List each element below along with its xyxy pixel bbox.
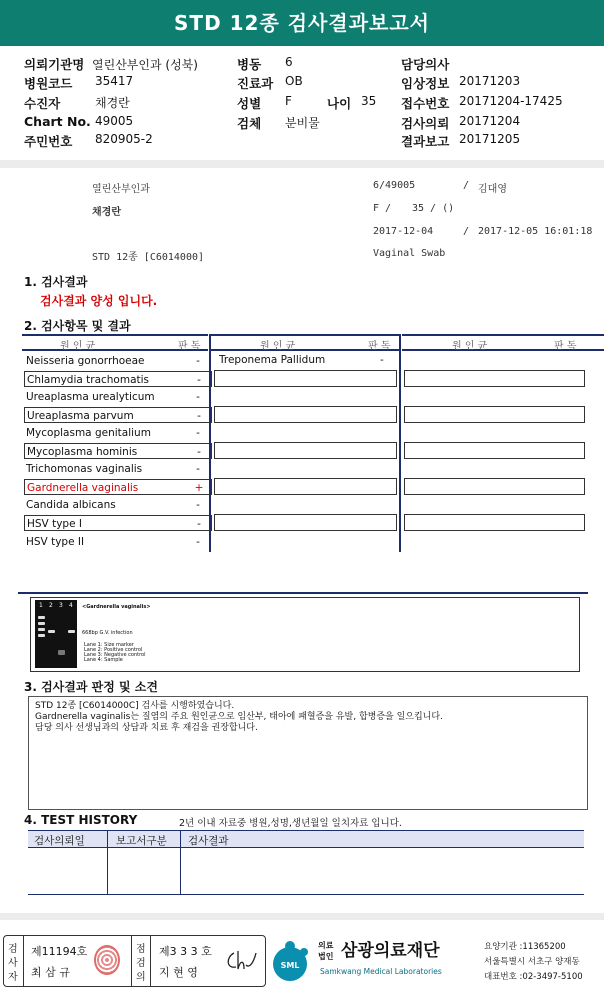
organism-result: -: [197, 446, 201, 458]
footer-divider: [23, 935, 24, 987]
hospital-row: [24, 55, 198, 73]
col-organism-2: 원 인 균: [260, 341, 296, 352]
patient-value: 채경란: [95, 96, 130, 110]
organism-result: -: [196, 499, 200, 511]
organism-name: Mycoplasma hominis: [27, 446, 138, 458]
checker-label: 검: [136, 958, 146, 969]
organism-name: HSV type I: [27, 518, 82, 530]
empty-cell: [214, 406, 397, 423]
receipt-label: 접수번호: [401, 96, 450, 111]
rep-test: STD 12종 [C6014000]: [92, 252, 205, 263]
seal-stamp: [94, 945, 120, 975]
foundation-name: 삼광의료재단: [341, 941, 440, 961]
organism-row: [24, 353, 212, 369]
organism-row: [24, 389, 212, 405]
organism-result: -: [196, 463, 200, 475]
inspector-license: 제11194호: [31, 945, 88, 958]
history-header: [28, 830, 584, 848]
organism-name: Neisseria gonorrhoeae: [26, 355, 145, 367]
receipt-row: [401, 94, 563, 112]
hospital-label: 의뢰기관명: [24, 57, 85, 72]
sex-value: F: [285, 94, 292, 108]
organism-result: -: [196, 536, 200, 548]
id-label: 주민번호: [24, 134, 73, 149]
report-label: 결과보고: [401, 134, 450, 149]
gel-band: [38, 628, 45, 631]
organism-name: Candida albicans: [26, 499, 116, 511]
checker-label: 의: [136, 972, 146, 983]
rep-sample: Vaginal Swab: [373, 248, 446, 259]
gel-band: [58, 650, 65, 655]
empty-cell: [404, 442, 585, 459]
footer-divider: [131, 935, 132, 987]
divider: [0, 160, 604, 168]
organism-name: Gardnerella vaginalis: [27, 482, 139, 494]
specimen-value: 분비물: [285, 116, 320, 130]
organism-row: [24, 534, 212, 550]
col-result-1: 판 독: [178, 341, 201, 352]
organism-row: [24, 443, 212, 459]
chart-label: Chart No.: [24, 114, 91, 129]
history-body: [28, 848, 584, 895]
table-header-col3: [402, 334, 604, 351]
history-col: 검사결과: [188, 835, 229, 847]
gel-band: [38, 634, 45, 637]
organism-name: Ureaplasma parvum: [27, 410, 134, 422]
organism2-result: -: [380, 354, 384, 366]
col-result-2: 판 독: [368, 341, 391, 352]
hospital-value: 열린산부인과 (성북): [92, 58, 198, 72]
patient-label: 수진자: [24, 96, 61, 111]
lane-label: 1: [39, 602, 43, 609]
empty-cell: [214, 442, 397, 459]
organism-name: Mycoplasma genitalium: [26, 427, 151, 439]
age-value: 35: [361, 94, 377, 108]
organism-result: -: [196, 391, 200, 403]
history-col-line: [180, 830, 181, 848]
phone-line: [484, 970, 583, 982]
legal-entity: 법인: [318, 952, 334, 961]
organism-row: [24, 407, 212, 423]
lane-label: 4: [69, 602, 73, 609]
address: 서울특별시 서초구 양재동: [484, 957, 580, 967]
section2-title: 2. 검사항목 및 결과: [24, 319, 131, 333]
inspector-label: 자: [8, 972, 18, 983]
organism-name: Ureaplasma urealyticum: [26, 391, 155, 403]
dept-row: [237, 74, 303, 92]
section1-title: 1. 검사결과: [24, 275, 88, 289]
col-result-3: 판 독: [554, 341, 577, 352]
signature-footer: [0, 935, 604, 987]
request-value: 20171204: [459, 114, 521, 128]
organism-name: HSV type II: [26, 536, 85, 548]
column-divider: [399, 334, 401, 552]
gel-caption: <Gardnerella vaginalis>: [82, 604, 151, 610]
doctor-label: 담당의사: [401, 57, 450, 72]
organism-result: +: [194, 482, 204, 494]
ward-label: 병동: [237, 57, 262, 72]
organism-row: [24, 515, 212, 531]
empty-cell: [404, 370, 585, 387]
organism-name: Chlamydia trachomatis: [27, 374, 150, 386]
report-row: [401, 132, 521, 150]
rep-date-slash: /: [463, 226, 470, 237]
chart-value: 49005: [95, 114, 134, 128]
gel-band: [48, 630, 55, 633]
receipt-value: 20171204-17425: [459, 94, 563, 108]
table-header-col1: [22, 334, 208, 351]
gel-divider: [18, 592, 588, 594]
organism-result: -: [196, 355, 200, 367]
col-organism-3: 원 인 균: [452, 341, 488, 352]
phone-number: 02-3497-5100: [522, 972, 583, 982]
request-row: [401, 114, 521, 132]
clinical-label: 임상정보: [401, 76, 450, 91]
sex-label: 성별: [237, 96, 262, 111]
history-col-line: [107, 848, 108, 895]
history-col-line: [180, 848, 181, 895]
specimen-label: 검체: [237, 116, 262, 131]
gel-legend: Lane 3: Negative control: [84, 652, 146, 658]
gel-image: [35, 600, 77, 668]
gel-band: [38, 616, 45, 619]
chart-row: [24, 114, 134, 129]
positive-result: 검사결과 양성 입니다.: [40, 294, 158, 308]
request-label: 검사의뢰: [401, 116, 450, 131]
organism-result: -: [196, 427, 200, 439]
phone-label: 대표번호 :: [484, 972, 523, 982]
code-value: 35417: [95, 74, 134, 88]
section3-title: 3. 검사결과 판정 및 소견: [24, 680, 158, 694]
gel-band: [68, 630, 75, 633]
rep-clinic: 열린산부인과: [92, 184, 150, 195]
history-col: 보고서구분: [116, 835, 167, 847]
rep-chart: 6/49005: [373, 180, 416, 191]
organism-row: [24, 497, 212, 513]
doctor-row: [401, 55, 449, 73]
rep-doctor: 김대영: [478, 184, 507, 195]
sex-row: [237, 94, 377, 112]
empty-cell: [404, 514, 585, 531]
sml-logo-icon: [270, 938, 314, 984]
handwritten-signature: [224, 947, 258, 973]
rep-sex: F /: [373, 203, 392, 214]
section4-title: 4. TEST HISTORY: [24, 813, 138, 827]
code-row: [24, 74, 134, 92]
col-organism-1: 원 인 균: [60, 341, 96, 352]
id-row: [24, 132, 153, 150]
rep-date-out: 2017-12-05 16:01:18: [478, 226, 593, 237]
gel-band: [38, 622, 45, 625]
clinical-row: [401, 74, 521, 92]
specimen-row: [237, 114, 320, 132]
inspector-name: 최 삼 규: [31, 966, 70, 979]
finding-line: Gardnerella vaginalis는 질염의 주요 원인균으로 임산부, 태아에 패혈증을 유발, 합병증을 일으킵니다.: [35, 712, 443, 722]
report-value: 20171205: [459, 132, 521, 146]
rep-patient: 채경란: [92, 207, 121, 218]
rep-date-in: 2017-12-04: [373, 226, 434, 237]
dept-value: OB: [285, 74, 303, 88]
code-label: 병원코드: [24, 76, 73, 91]
care-label: 요양기관 :: [484, 942, 523, 952]
table-header-col2: [210, 334, 400, 351]
inspector-label: 사: [8, 958, 18, 969]
footer-divider: [150, 935, 151, 987]
checker-name: 지 현 영: [159, 966, 198, 979]
care-line: [484, 940, 566, 952]
organism-result: -: [197, 374, 201, 386]
organism-name: Trichomonas vaginalis: [26, 463, 143, 475]
gel-legend: Lane 2: Positive control: [84, 647, 143, 653]
gel-marker: 668bp G.V. infection: [82, 630, 133, 636]
gel-legend: Lane 4: Sample: [84, 657, 123, 663]
findings-box: [28, 696, 588, 810]
history-col-line: [107, 830, 108, 848]
empty-cell: [214, 478, 397, 495]
finding-line: STD 12종 [C6014000C] 검사를 시행하였습니다.: [35, 701, 235, 711]
organism-row: [24, 425, 212, 441]
inspector-label: 검: [8, 944, 18, 955]
divider: [0, 913, 604, 920]
care-number: 11365200: [522, 942, 566, 952]
logo-text: SML: [280, 961, 300, 970]
empty-cell: [404, 478, 585, 495]
dept-label: 진료과: [237, 76, 274, 91]
report-title: STD 12종 검사결과보고서: [0, 0, 604, 46]
clinical-value: 20171203: [459, 74, 521, 88]
checker-label: 점: [136, 944, 146, 955]
empty-cell: [404, 406, 585, 423]
finding-line: 담당 의사 선생님과의 상담과 치료 후 재검을 권장합니다.: [35, 723, 258, 733]
age-label: 나이: [327, 96, 352, 111]
ward-value: 6: [285, 55, 293, 69]
history-col: 검사의뢰일: [34, 835, 85, 847]
history-note: 2년 이내 자료중 병원,성명,생년월일 일치자료 입니다.: [179, 818, 402, 829]
organism-result: -: [197, 518, 201, 530]
lane-label: 2: [49, 602, 53, 609]
organism-row: [24, 371, 212, 387]
rep-doctor-slash: /: [463, 180, 470, 191]
ward-row: [237, 55, 293, 73]
foundation-name-en: Samkwang Medical Laboratories: [320, 967, 442, 976]
rep-age: 35 / (): [412, 203, 455, 214]
empty-cell: [214, 514, 397, 531]
gel-legend: Lane 1: Size marker: [84, 642, 134, 648]
organism2-name: Treponema Pallidum: [219, 354, 326, 366]
patient-row: [24, 94, 130, 112]
organism-row: [24, 461, 212, 477]
organism-row-positive: [24, 479, 212, 495]
empty-cell: [214, 370, 397, 387]
lane-label: 3: [59, 602, 63, 609]
organism-result: -: [197, 410, 201, 422]
checker-license: 제3 3 3 호: [159, 945, 212, 958]
id-value: 820905-2: [95, 132, 153, 146]
legal-entity: 의료: [318, 941, 334, 950]
